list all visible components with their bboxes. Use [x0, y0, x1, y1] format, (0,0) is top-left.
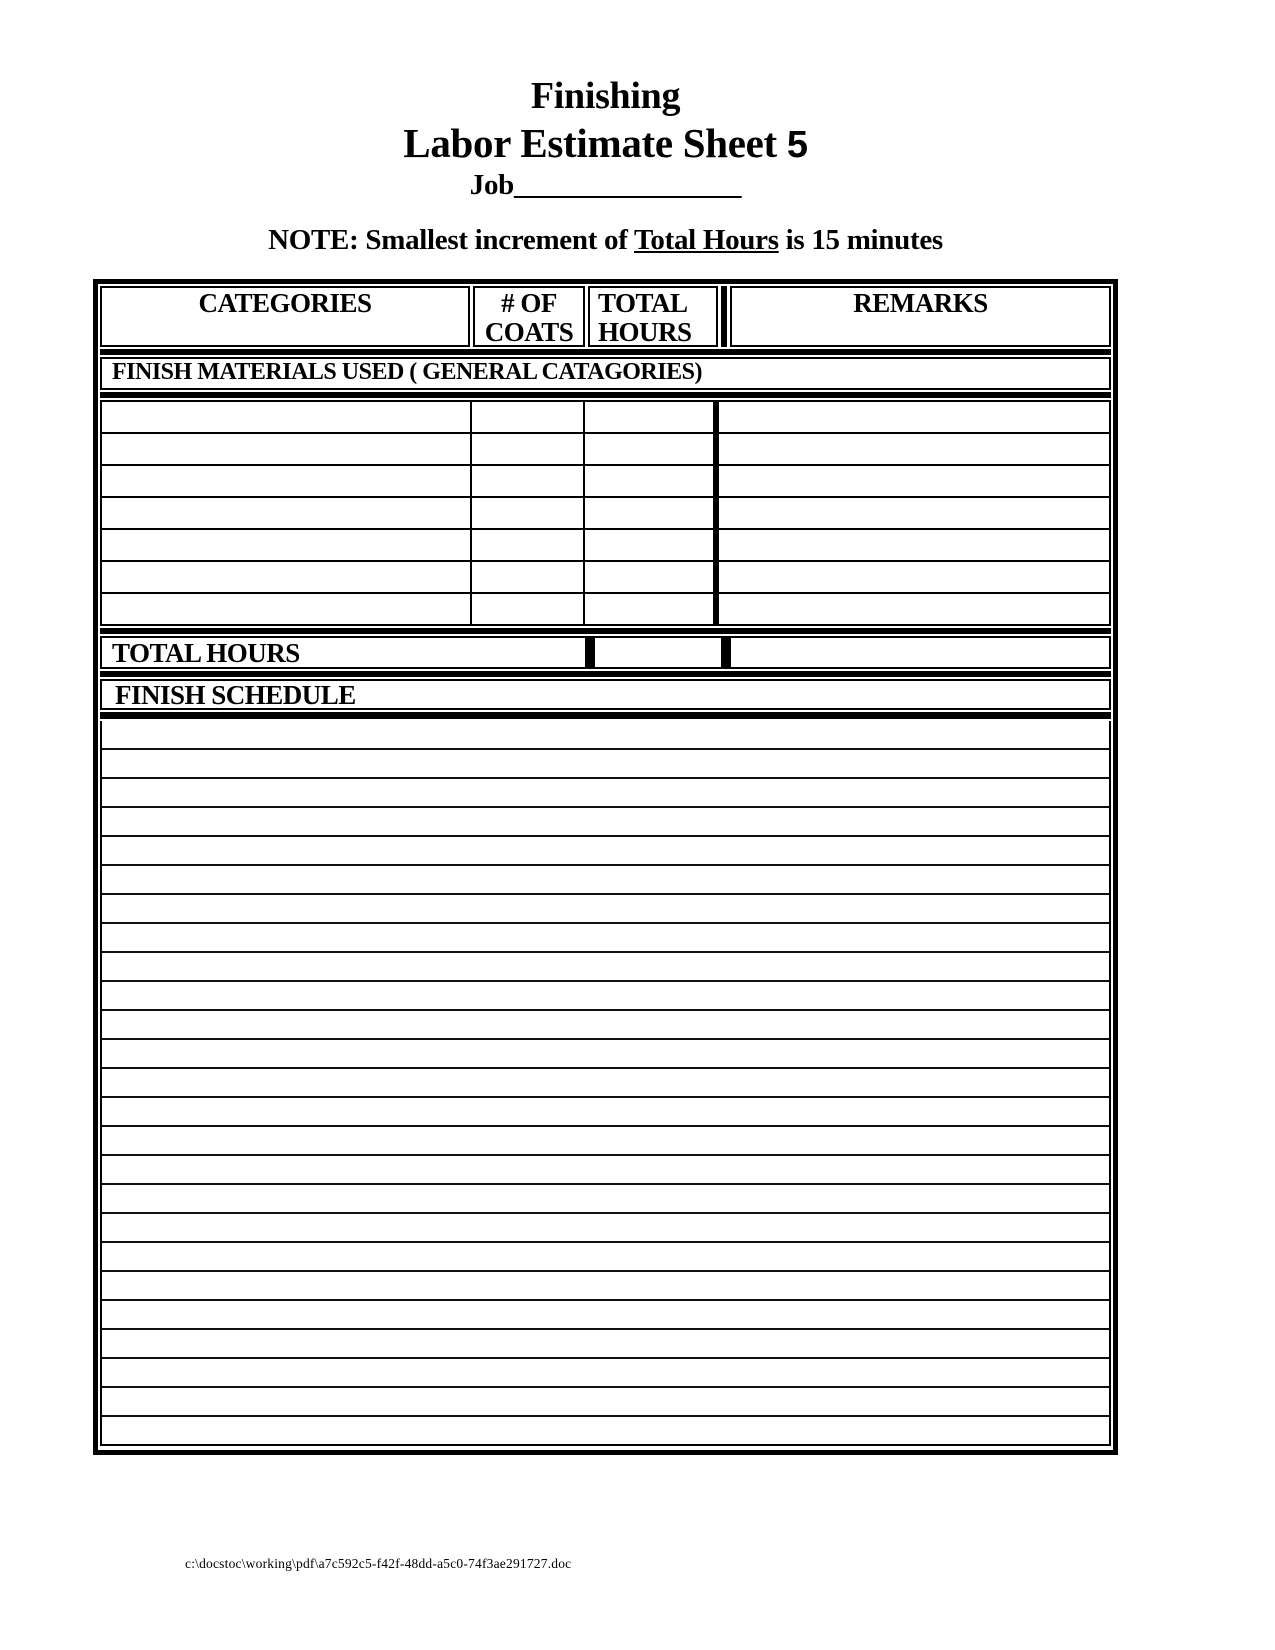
table-header-row [100, 286, 1111, 347]
schedule-row [102, 1069, 1109, 1098]
materials-row [102, 466, 1109, 498]
materials-coats-cell [472, 402, 585, 432]
schedule-row [102, 924, 1109, 953]
materials-row [102, 594, 1109, 624]
divider-band [100, 671, 1111, 677]
header-categories: CATEGORIES [100, 286, 470, 347]
schedule-row [102, 866, 1109, 895]
header-remarks: REMARKS [730, 286, 1111, 347]
materials-category-cell [102, 562, 472, 592]
materials-hours-cell [585, 402, 713, 432]
materials-row [102, 498, 1109, 530]
schedule-row [102, 1417, 1109, 1444]
materials-remarks-cell [719, 498, 1109, 528]
schedule-row [102, 721, 1109, 750]
header-num-coats [473, 286, 585, 347]
schedule-row [102, 1040, 1109, 1069]
materials-row [102, 530, 1109, 562]
schedule-row [102, 1011, 1109, 1040]
schedule-row [102, 779, 1109, 808]
materials-hours-cell [585, 466, 713, 496]
schedule-row [102, 953, 1109, 982]
title-block [93, 74, 1118, 258]
schedule-lines [100, 721, 1111, 1446]
divider-band [100, 712, 1111, 719]
schedule-row [102, 837, 1109, 866]
total-hours-row [100, 636, 1111, 669]
materials-remarks-cell [719, 530, 1109, 560]
header-num-coats-line2: COATS [484, 317, 574, 348]
total-hours-label: TOTAL HOURS [100, 636, 587, 669]
materials-remarks-cell [719, 466, 1109, 496]
total-hours-remarks-cell [729, 636, 1111, 669]
materials-category-cell [102, 402, 472, 432]
divider-band [100, 628, 1111, 634]
header-total-hours [588, 286, 718, 347]
estimate-table [93, 279, 1118, 1454]
schedule-row [102, 1359, 1109, 1388]
schedule-row [102, 1301, 1109, 1330]
schedule-row [102, 1127, 1109, 1156]
materials-coats-cell [472, 466, 585, 496]
materials-row [102, 434, 1109, 466]
materials-hours-cell [585, 530, 713, 560]
content-area [93, 0, 1118, 1455]
materials-coats-cell [472, 530, 585, 560]
subtitle-text: Labor Estimate Sheet [403, 119, 777, 166]
materials-remarks-cell [719, 562, 1109, 592]
schedule-row [102, 982, 1109, 1011]
divider-band [100, 349, 1111, 355]
schedule-section-title: FINISH SCHEDULE [100, 679, 1111, 710]
materials-hours-cell [585, 594, 713, 624]
materials-hours-cell [585, 562, 713, 592]
schedule-row [102, 750, 1109, 779]
page-subtitle [93, 120, 1118, 168]
job-blank-field: ________________ [514, 169, 742, 202]
note-suffix: is 15 minutes [778, 223, 943, 256]
materials-remarks-cell [719, 402, 1109, 432]
header-num-coats-line1: # OF [501, 288, 557, 319]
materials-category-cell [102, 466, 472, 496]
schedule-row [102, 1185, 1109, 1214]
schedule-row [102, 1330, 1109, 1359]
divider-band [100, 392, 1111, 398]
schedule-row [102, 1388, 1109, 1417]
materials-coats-cell [472, 562, 585, 592]
schedule-row [102, 895, 1109, 924]
materials-section-title: FINISH MATERIALS USED ( GENERAL CATAGORIES) [100, 357, 1111, 389]
page-title: Finishing [530, 75, 681, 117]
materials-remarks-cell [719, 594, 1109, 624]
job-label: Job [469, 169, 515, 202]
schedule-row [102, 808, 1109, 837]
note-prefix: NOTE: Smallest increment of [268, 223, 634, 256]
materials-category-cell [102, 498, 472, 528]
schedule-row [102, 1272, 1109, 1301]
schedule-row [102, 1156, 1109, 1185]
schedule-row [102, 1214, 1109, 1243]
header-total-hours-line2: HOURS [598, 317, 692, 348]
job-line [93, 167, 1118, 205]
materials-grid [100, 400, 1111, 626]
materials-category-cell [102, 594, 472, 624]
materials-hours-cell [585, 498, 713, 528]
materials-remarks-cell [719, 434, 1109, 464]
total-hours-value-cell [593, 636, 723, 669]
thick-column-divider [721, 286, 727, 347]
materials-category-cell [102, 434, 472, 464]
sheet-number: 5 [786, 123, 808, 166]
header-total-hours-line1: TOTAL [598, 288, 688, 319]
materials-hours-cell [585, 434, 713, 464]
materials-row [102, 562, 1109, 594]
materials-category-cell [102, 530, 472, 560]
file-path-footer: c:\docstoc\working\pdf\a7c592c5-f42f-48dd-a5c0-74f3ae291727.doc [185, 1556, 572, 1571]
schedule-row [102, 1243, 1109, 1272]
note-line [93, 222, 1118, 258]
materials-coats-cell [472, 498, 585, 528]
note-underlined-text: Total Hours [634, 223, 779, 256]
materials-coats-cell [472, 594, 585, 624]
materials-row [102, 402, 1109, 434]
materials-coats-cell [472, 434, 585, 464]
schedule-row [102, 1098, 1109, 1127]
